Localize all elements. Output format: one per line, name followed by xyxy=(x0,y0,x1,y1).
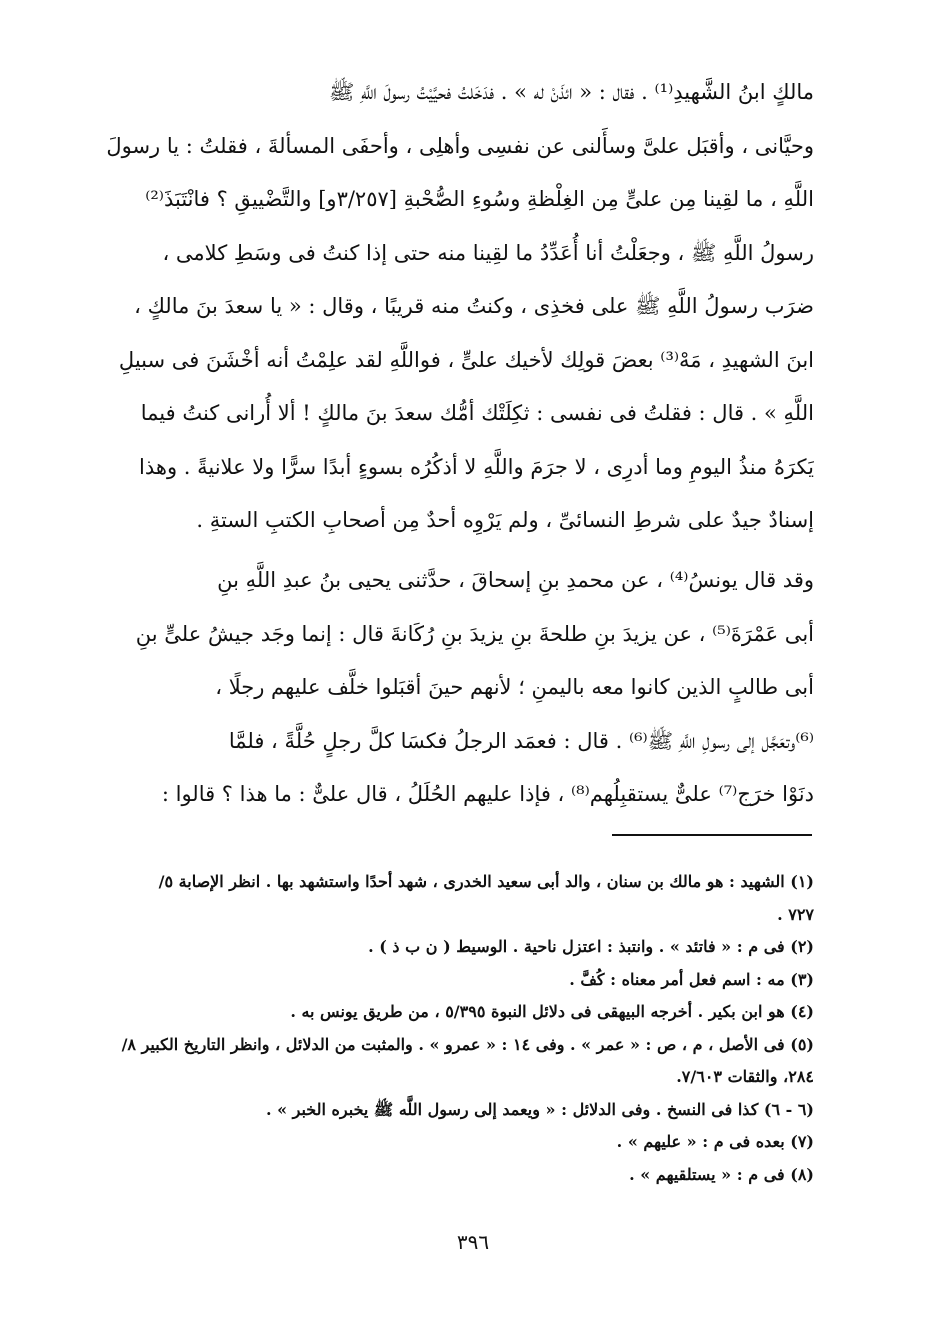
text-line: رسولُ اللَّهِ ﷺ ، وجعَلْتُ أنا أُعَدِّدُ ما لقِينا منه حتى إذا كنتُ فى وسَطِ كلامى ، xyxy=(162,240,814,265)
page-number: ٣٩٦ xyxy=(456,1230,490,1254)
footnote-line: (٦ - ٦) كذا فى النسخ . وفى الدلائل : « ويعمد إلى رسول اللَّه ﷺ يخبره الخبر » . xyxy=(265,1099,814,1119)
text-line: مالكٍ ابنُ الشَّهيدِ⁽¹⁾ . فقال : « ائذَنْ له » . فدَخَلتُ فحيَّيْتُ رسولَ اللَّهِ ﷺ xyxy=(329,80,814,104)
text-line: ⁽⁶⁾وتعَجَّل إلى رسولِ اللَّهِ ﷺ⁽⁶⁾ . قال : فعمَد الرجلُ فكسَا كلَّ رجلٍ حُلَّةً ، فلمَّا xyxy=(228,728,814,753)
footnote-line: (٨) فى م : « يستلقيهم » . xyxy=(629,1164,814,1184)
text-line: أبى طالبٍ الذين كانوا معه باليمنِ ؛ لأنهم حينَ أقبَلوا خلَّف عليهم رجلًا ، xyxy=(215,675,814,699)
footnote-separator xyxy=(612,834,812,836)
footnote-line: (٢) فى م : « فاتئد » . وانتبذ : اعتزل ناحية . الوسيط ( ن ب ذ ) . xyxy=(368,937,814,956)
text-line: وحيَّانى ، وأقبَل علىَّ وسأَلنى عن نفسِى وأهلِى ، وأحفَى المسألةَ ، فقلتُ : يا رسولَ xyxy=(106,133,814,158)
text-line: ضرَب رسولُ اللَّهِ ﷺ على فخذِى ، وكنتُ منه قريبًا ، وقال : « يا سعدَ بنَ مالكٍ ، xyxy=(134,294,814,318)
footnote-line: ٧٢٧ . xyxy=(777,904,814,924)
footnote-line: (٧) بعده فى م : « عليهم » . xyxy=(616,1132,814,1151)
text-line: اللَّهِ » . قال : فقلتُ فى نفسى : ثكِلَتْك أمُّك سعدَ بنَ مالكٍ ! ألا أُرانى كنتُ فيما xyxy=(140,401,814,425)
main-paragraph-1 xyxy=(92,66,814,548)
footnote-line: ٢٨٤، والثقات ٧/٦٠٣. xyxy=(676,1067,814,1086)
text-line: إسنادٌ جيدٌ على شرطِ النسائىِّ ، ولم يَرْوِه أحدٌ مِن أصحابِ الكتبِ الستةِ . xyxy=(196,508,814,532)
footnote-line: (٣) مه : اسم فعل أمر معناه : كُفَّ . xyxy=(569,969,814,989)
text-line: أبى عَمْرَةَ⁽⁵⁾ ، عن يزيدَ بنِ طلحةَ بنِ يزيدَ بنِ رُكَانةَ قال : إنما وجَد جيشُ علىٍّ بنِ xyxy=(135,621,814,646)
footnote-line: (٤) هو ابن بكير . أخرجه البيهقى فى دلائل النبوة ٥/٣٩٥ ، من طريق يونس به . xyxy=(290,1002,814,1021)
text-line: يَكرَهُ منذُ اليومِ وما أدرِى ، لا جرَمَ واللَّهِ لا أذكُرُه بسوءٍ أبدًا سرًّا ولا علانيةً . وهذا xyxy=(139,454,814,479)
text-line: اللَّهِ ، ما لقِينا مِن علىٍّ مِن الغِلْظةِ وسُوءِ الصُّحْبةِ [٣/٢٥٧و] والتَّضْييقِ ؟ فانْتَبَذَ⁽²⁾ xyxy=(145,187,814,211)
text-line: دنَوْا خرَج⁽⁷⁾ علىٌّ يستقبِلُهم⁽⁸⁾ ، فإذا عليهم الحُلَلُ ، قال علىٌّ : ما هذا ؟ قالوا : xyxy=(161,782,814,806)
footnote-line: (٥) فى الأصل ، م ، ص : « عمر » . وفى ١٤ : « عمرو » . والمثبت من الدلائل ، وانظر التاريخ الكبير ٨/ xyxy=(121,1034,814,1054)
footnote-line: (١) الشهيد : هو مالك بن سنان ، والد أبى سعيد الخدرى ، شهد أحدًا واستشهد بها . انظر الإصابة ٥/ xyxy=(158,872,814,891)
text-line: ابنَ الشهيدِ ، مَهْ⁽³⁾ بعضَ قولِك لأخيك علىٍّ ، فواللَّهِ لقد علِمْتُ أنه أخْشَنَ فى سبيلِ xyxy=(118,347,814,372)
footnotes xyxy=(92,866,814,1191)
main-paragraph-2 xyxy=(92,554,814,822)
text-line: وقد قال يونسُ⁽⁴⁾ ، عن محمدِ بنِ إسحاقَ ، حدَّثنى يحيى بنُ عبدِ اللَّهِ بنِ xyxy=(217,568,814,592)
